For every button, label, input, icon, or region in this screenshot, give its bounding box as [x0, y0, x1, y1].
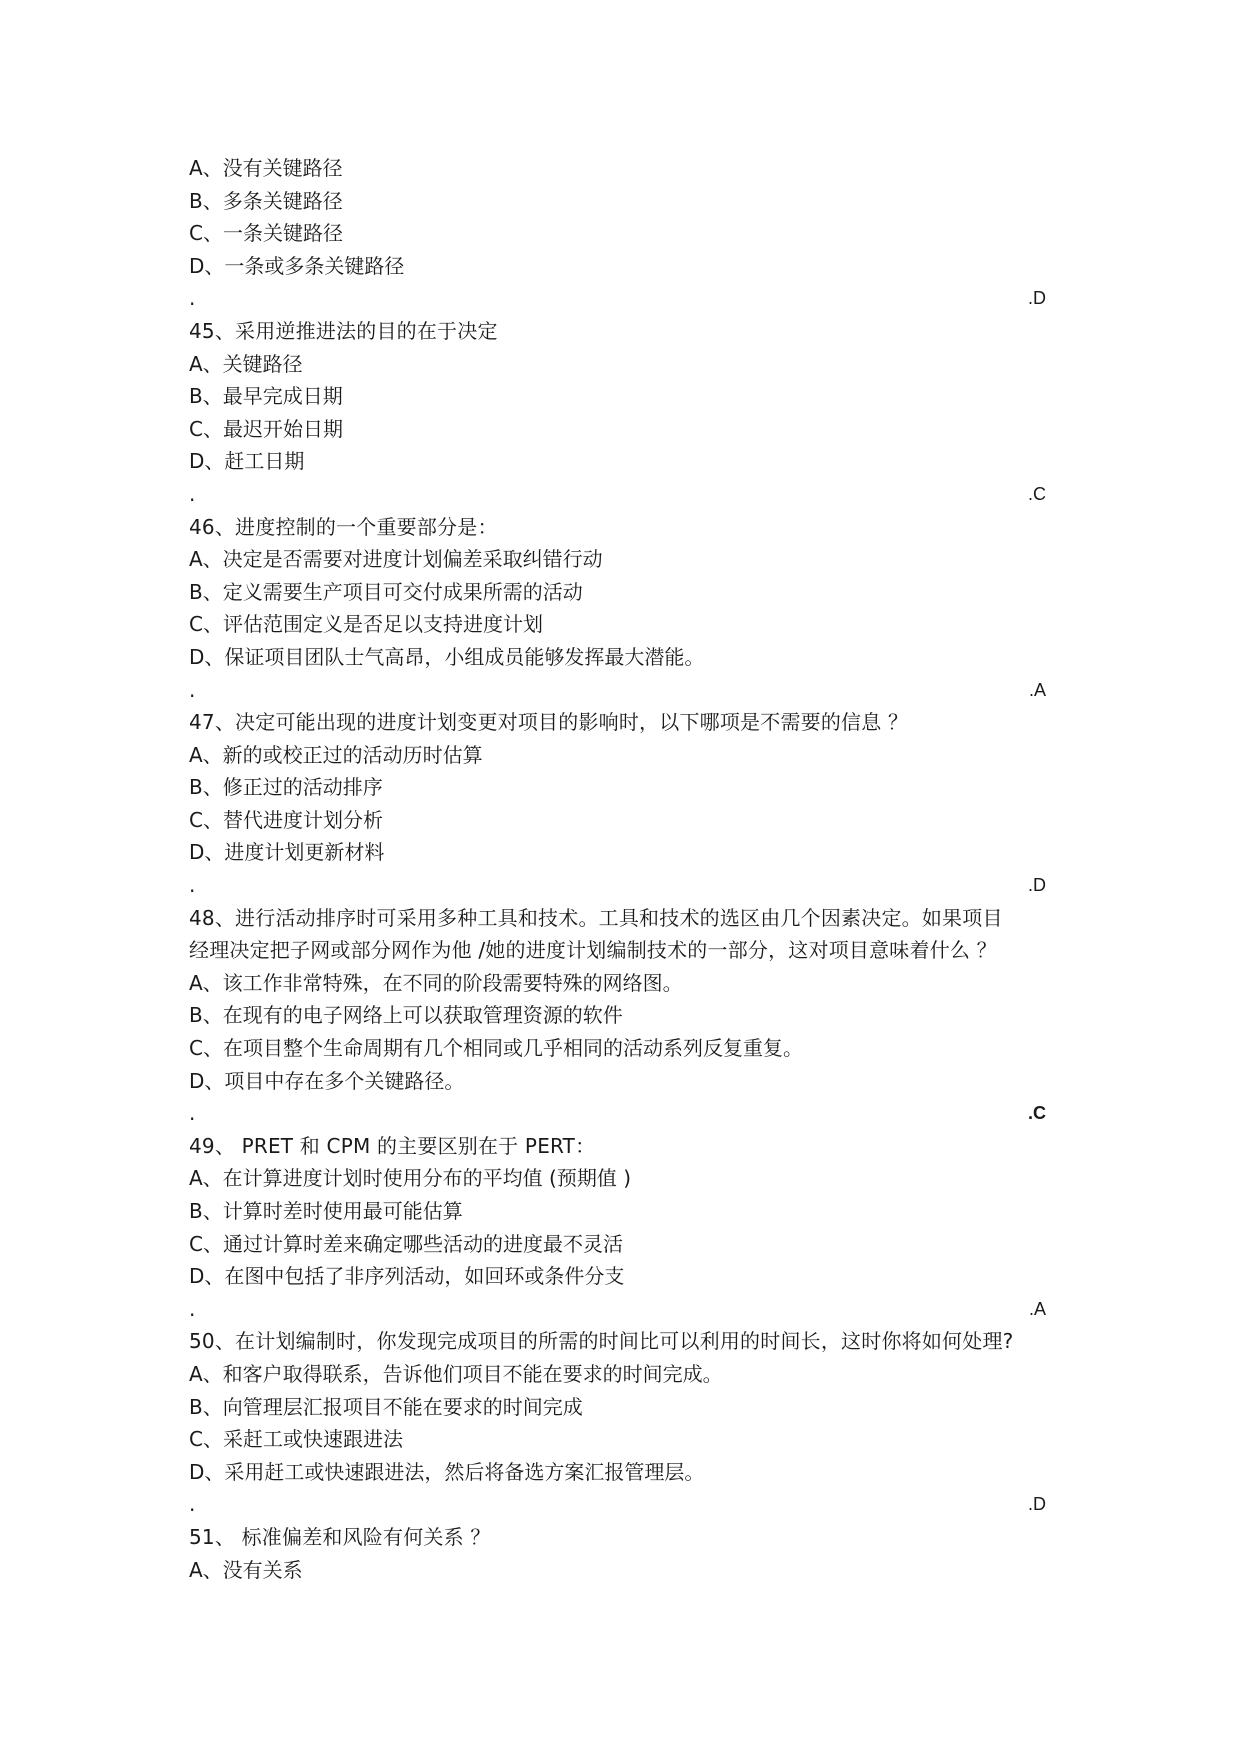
answer-marker: . [189, 677, 196, 702]
answer-row [189, 478, 1054, 511]
answer-text: .D [1028, 1494, 1046, 1515]
option-item: B、最早完成日期 [189, 384, 343, 409]
answer-row [189, 674, 1054, 707]
question-text-line: 经理决定把子网或部分网作为他 /她的进度计划编制技术的一部分，这对项目意味着什么 ？ [189, 938, 997, 963]
answer-row [189, 1097, 1054, 1130]
option-item: D、采用赶工或快速跟进法，然后将备选方案汇报管理层。 [189, 1459, 705, 1484]
answer-marker: . [189, 1492, 196, 1517]
option-item: B、向管理层汇报项目不能在要求的时间完成 [189, 1394, 583, 1419]
option-item: C、评估范围定义是否足以支持进度计划 [189, 612, 543, 637]
option-item: A、决定是否需要对进度计划偏差采取纠错行动 [189, 547, 603, 572]
option-item: D、项目中存在多个关键路径。 [189, 1068, 465, 1093]
answer-marker: . [189, 286, 196, 311]
question-text: 46、进度控制的一个重要部分是： [189, 514, 498, 539]
answer-text: .D [1028, 875, 1046, 896]
option-item: D、一条或多条关键路径 [189, 253, 405, 278]
option-item: D、进度计划更新材料 [189, 840, 385, 865]
question-text: 47、决定可能出现的进度计划变更对项目的影响时，以下哪项是不需要的信息 ？ [189, 710, 909, 735]
question-block [189, 1325, 1054, 1521]
option-item: A、该工作非常特殊，在不同的阶段需要特殊的网络图。 [189, 970, 683, 995]
question-text: 45、采用逆推进法的目的在于决定 [189, 318, 498, 343]
option-item: C、一条关键路径 [189, 221, 343, 246]
option-item: B、多条关键路径 [189, 188, 343, 213]
question-text: 51、 标准偏差和风险有何关系 ？ [189, 1524, 491, 1549]
option-item: B、修正过的活动排序 [189, 775, 383, 800]
answer-text: .A [1028, 679, 1046, 700]
question-text: 49、 PRET 和 CPM 的主要区别在于 PERT： [189, 1133, 596, 1158]
option-item: A、没有关键路径 [189, 156, 343, 180]
option-item: C、采赶工或快速跟进法 [189, 1427, 403, 1452]
option-item: D、保证项目团队士气高昂，小组成员能够发挥最大潜能。 [189, 644, 705, 669]
question-block [189, 152, 1054, 315]
question-block [189, 706, 1054, 902]
option-item: D、在图中包括了非序列活动，如回环或条件分支 [189, 1264, 625, 1289]
question-block [189, 511, 1054, 707]
option-item: A、在计算进度计划时使用分布的平均值 (预期值 ) [189, 1166, 632, 1191]
answer-text: .A [1028, 1298, 1046, 1319]
answer-marker: . [189, 1101, 196, 1126]
option-item: A、关键路径 [189, 351, 303, 376]
answer-text: .C [1028, 1103, 1046, 1124]
answer-marker: . [189, 1296, 196, 1321]
document-page [189, 152, 1054, 1586]
option-item: B、在现有的电子网络上可以获取管理资源的软件 [189, 1003, 623, 1028]
option-item: A、和客户取得联系，告诉他们项目不能在要求的时间完成。 [189, 1361, 723, 1386]
question-text: 50、在计划编制时，你发现完成项目的所需的时间比可以利用的时间长，这时你将如何处理? [189, 1329, 1014, 1354]
question-block [189, 902, 1054, 1130]
option-item: C、通过计算时差来确定哪些活动的进度最不灵活 [189, 1231, 623, 1256]
answer-text: .C [1028, 483, 1046, 504]
question-block [189, 1130, 1054, 1326]
question-block [189, 315, 1054, 511]
option-item: C、最迟开始日期 [189, 416, 343, 441]
answer-row [189, 1293, 1054, 1326]
option-item: B、定义需要生产项目可交付成果所需的活动 [189, 579, 583, 604]
answer-marker: . [189, 873, 196, 898]
question-block [189, 1521, 1054, 1586]
option-item: C、替代进度计划分析 [189, 807, 383, 832]
answer-row [189, 1488, 1054, 1521]
option-item: C、在项目整个生命周期有几个相同或几乎相同的活动系列反复重复。 [189, 1036, 803, 1061]
option-item: A、新的或校正过的活动历时估算 [189, 742, 483, 767]
option-item: A、没有关系 [189, 1557, 303, 1582]
answer-row [189, 282, 1054, 315]
answer-row [189, 869, 1054, 902]
question-text-line: 48、进行活动排序时可采用多种工具和技术。工具和技术的选区由几个因素决定。如果项目 [189, 905, 1003, 930]
answer-marker: . [189, 481, 196, 506]
option-item: B、计算时差时使用最可能估算 [189, 1199, 463, 1223]
question-text [189, 902, 1054, 967]
answer-text: .D [1028, 288, 1046, 309]
option-item: D、赶工日期 [189, 449, 305, 474]
